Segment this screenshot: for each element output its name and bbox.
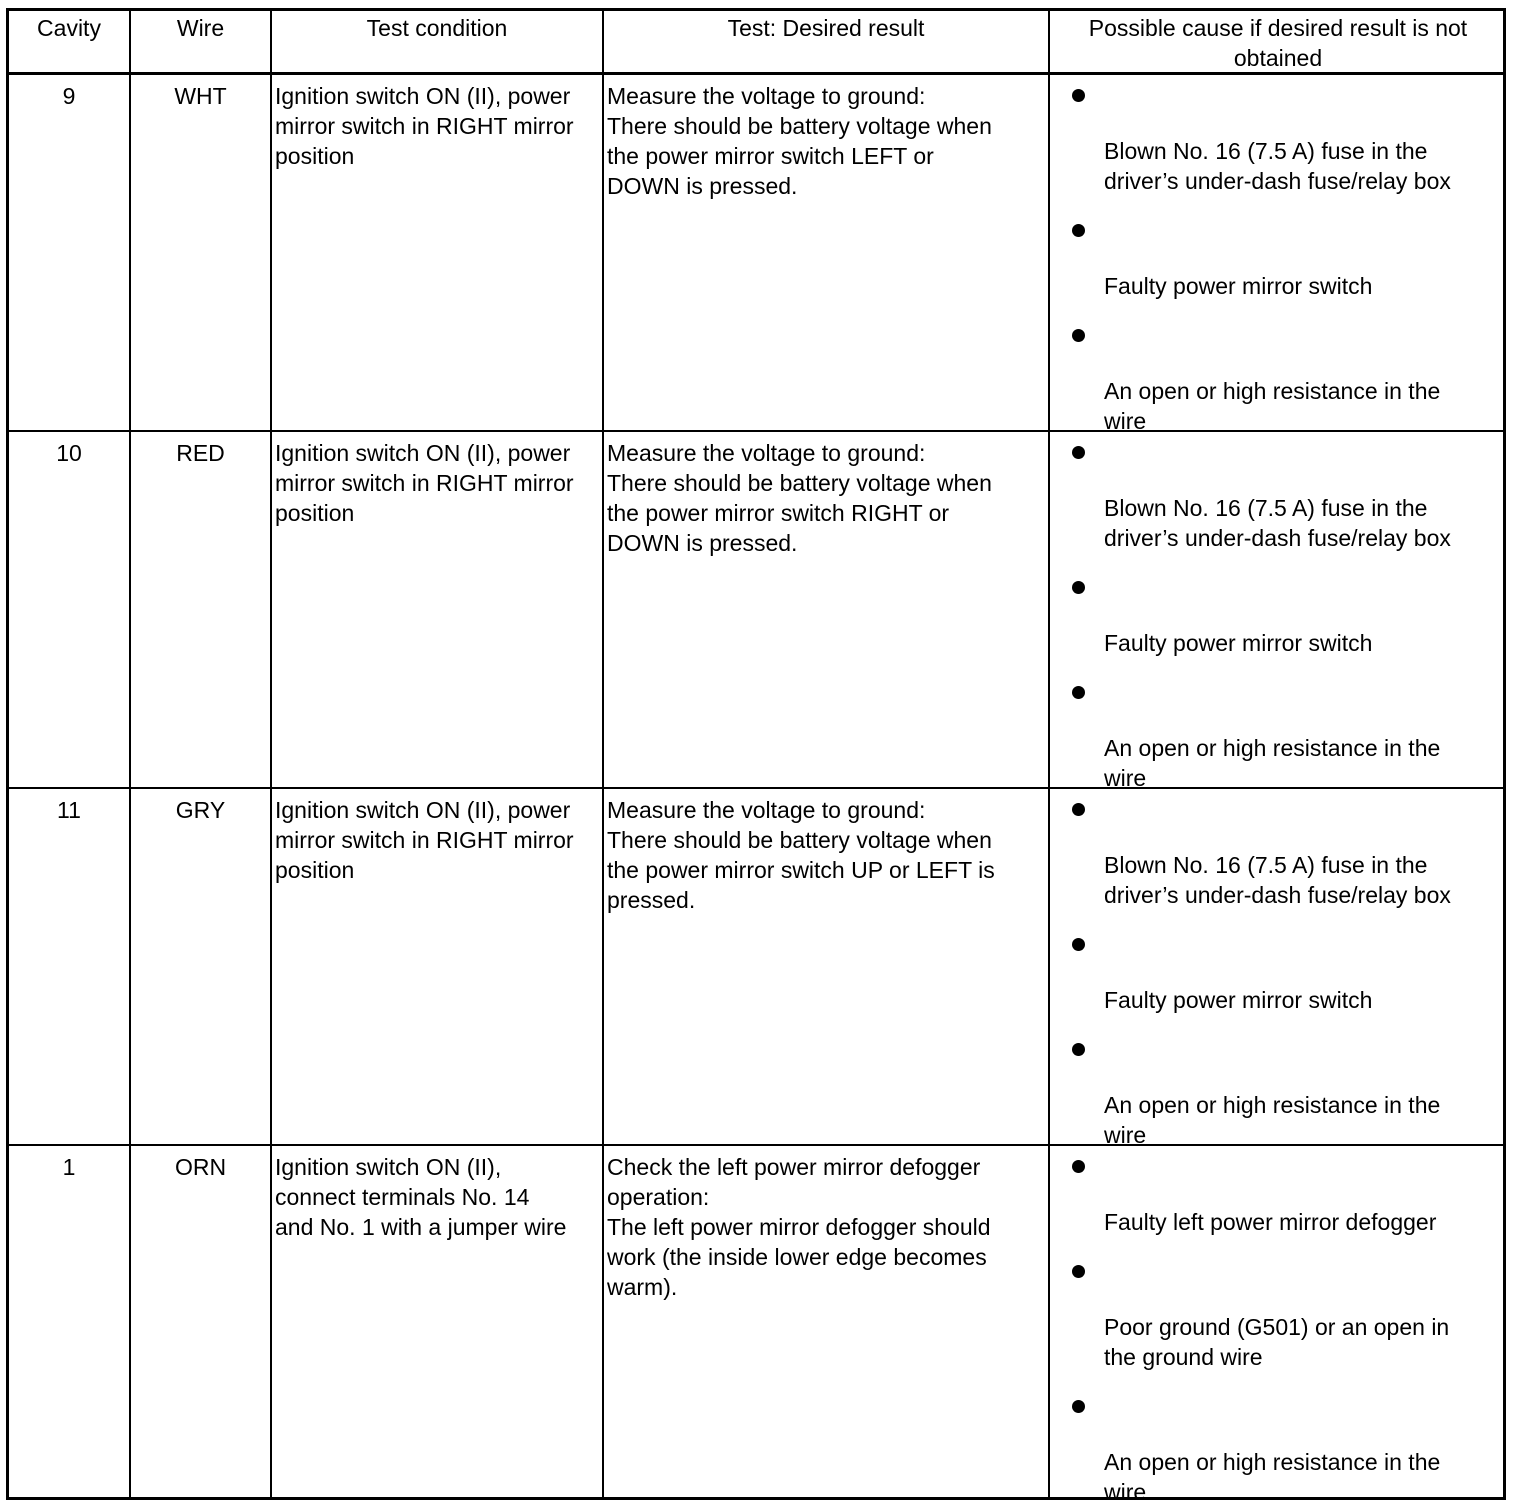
- cause-item: Faulty power mirror switch: [1104, 987, 1373, 1013]
- header-possible-cause: [1050, 13, 1506, 73]
- condition-line: Ignition switch ON (II),: [275, 1154, 502, 1180]
- bullet-icon: [1072, 329, 1085, 342]
- cause-item: Faulty left power mirror defogger: [1104, 1209, 1437, 1235]
- result-line: operation:: [607, 1184, 710, 1210]
- cause-item: Faulty power mirror switch: [1104, 630, 1373, 656]
- cause-item: Blown No. 16 (7.5 A) fuse in the driver’s under-dash fuse/relay box: [1104, 852, 1451, 908]
- result-line: warm).: [607, 1274, 678, 1300]
- cavity-cell: 11: [57, 797, 81, 823]
- result-line: There should be battery voltage when: [607, 470, 992, 496]
- bullet-icon: [1072, 446, 1085, 459]
- bullet-icon: [1072, 938, 1085, 951]
- cause-item: Blown No. 16 (7.5 A) fuse in the driver’s under-dash fuse/relay box: [1104, 495, 1451, 551]
- cavity-cell: 9: [62, 83, 76, 109]
- bullet-icon: [1072, 1043, 1085, 1056]
- cause-item: An open or high resistance in the wire: [1104, 1092, 1441, 1148]
- bullet-icon: [1072, 89, 1085, 102]
- cavity-cell: 10: [56, 440, 82, 466]
- result-line: The left power mirror defogger should: [607, 1214, 991, 1240]
- header-cause-line: obtained: [1233, 45, 1323, 71]
- condition-line: position: [275, 500, 355, 526]
- condition-line: position: [275, 143, 355, 169]
- cause-item: An open or high resistance in the wire: [1104, 1449, 1441, 1505]
- condition-line: connect terminals No. 14: [275, 1184, 530, 1210]
- result-cell: [607, 795, 1047, 915]
- wire-cell: GRY: [175, 797, 226, 823]
- cause-item: An open or high resistance in the wire: [1104, 735, 1441, 791]
- condition-line: and No. 1 with a jumper wire: [275, 1214, 567, 1240]
- result-line: the power mirror switch UP or LEFT is: [607, 857, 995, 883]
- condition-cell: [275, 438, 600, 528]
- header-cavity: Cavity: [37, 15, 101, 41]
- header-wire: Wire: [176, 15, 225, 41]
- wire-cell: WHT: [174, 83, 227, 109]
- wire-cell: ORN: [174, 1154, 227, 1180]
- result-line: pressed.: [607, 887, 696, 913]
- result-cell: [607, 438, 1047, 558]
- condition-line: mirror switch in RIGHT mirror: [275, 113, 574, 139]
- result-line: There should be battery voltage when: [607, 827, 992, 853]
- column-divider: [270, 11, 272, 1497]
- cause-item: Poor ground (G501) or an open in the ground wire: [1104, 1314, 1450, 1370]
- bullet-icon: [1072, 686, 1085, 699]
- result-line: Check the left power mirror defogger: [607, 1154, 981, 1180]
- condition-cell: [275, 795, 600, 885]
- cause-item: Blown No. 16 (7.5 A) fuse in the driver’s under-dash fuse/relay box: [1104, 138, 1451, 194]
- diagnostic-table: [6, 8, 1506, 1505]
- result-cell: [607, 81, 1047, 201]
- cavity-cell: 1: [62, 1154, 76, 1180]
- result-line: work (the inside lower edge becomes: [607, 1244, 987, 1270]
- result-line: There should be battery voltage when: [607, 113, 992, 139]
- condition-line: mirror switch in RIGHT mirror: [275, 470, 574, 496]
- condition-line: Ignition switch ON (II), power: [275, 440, 571, 466]
- result-line: the power mirror switch LEFT or: [607, 143, 934, 169]
- bullet-icon: [1072, 224, 1085, 237]
- bullet-icon: [1072, 803, 1085, 816]
- bullet-icon: [1072, 1265, 1085, 1278]
- column-divider: [602, 11, 604, 1497]
- bullet-icon: [1072, 581, 1085, 594]
- condition-line: mirror switch in RIGHT mirror: [275, 827, 574, 853]
- bullet-icon: [1072, 1400, 1085, 1413]
- column-divider: [1048, 11, 1050, 1497]
- cause-item: An open or high resistance in the wire: [1104, 378, 1441, 434]
- result-line: Measure the voltage to ground:: [607, 83, 926, 109]
- condition-line: Ignition switch ON (II), power: [275, 797, 571, 823]
- condition-line: position: [275, 857, 355, 883]
- header-desired-result: Test: Desired result: [727, 15, 925, 41]
- result-cell: [607, 1152, 1047, 1302]
- result-line: DOWN is pressed.: [607, 173, 798, 199]
- condition-cell: [275, 1152, 600, 1242]
- result-line: DOWN is pressed.: [607, 530, 798, 556]
- wire-cell: RED: [176, 440, 225, 466]
- bullet-icon: [1072, 1160, 1085, 1173]
- header-test-condition: Test condition: [366, 15, 508, 41]
- result-line: the power mirror switch RIGHT or: [607, 500, 950, 526]
- result-line: Measure the voltage to ground:: [607, 440, 926, 466]
- condition-line: Ignition switch ON (II), power: [275, 83, 571, 109]
- result-line: Measure the voltage to ground:: [607, 797, 926, 823]
- column-divider: [129, 11, 131, 1497]
- cause-item: Faulty power mirror switch: [1104, 273, 1373, 299]
- header-cause-line: Possible cause if desired result is not: [1088, 15, 1468, 41]
- condition-cell: [275, 81, 600, 171]
